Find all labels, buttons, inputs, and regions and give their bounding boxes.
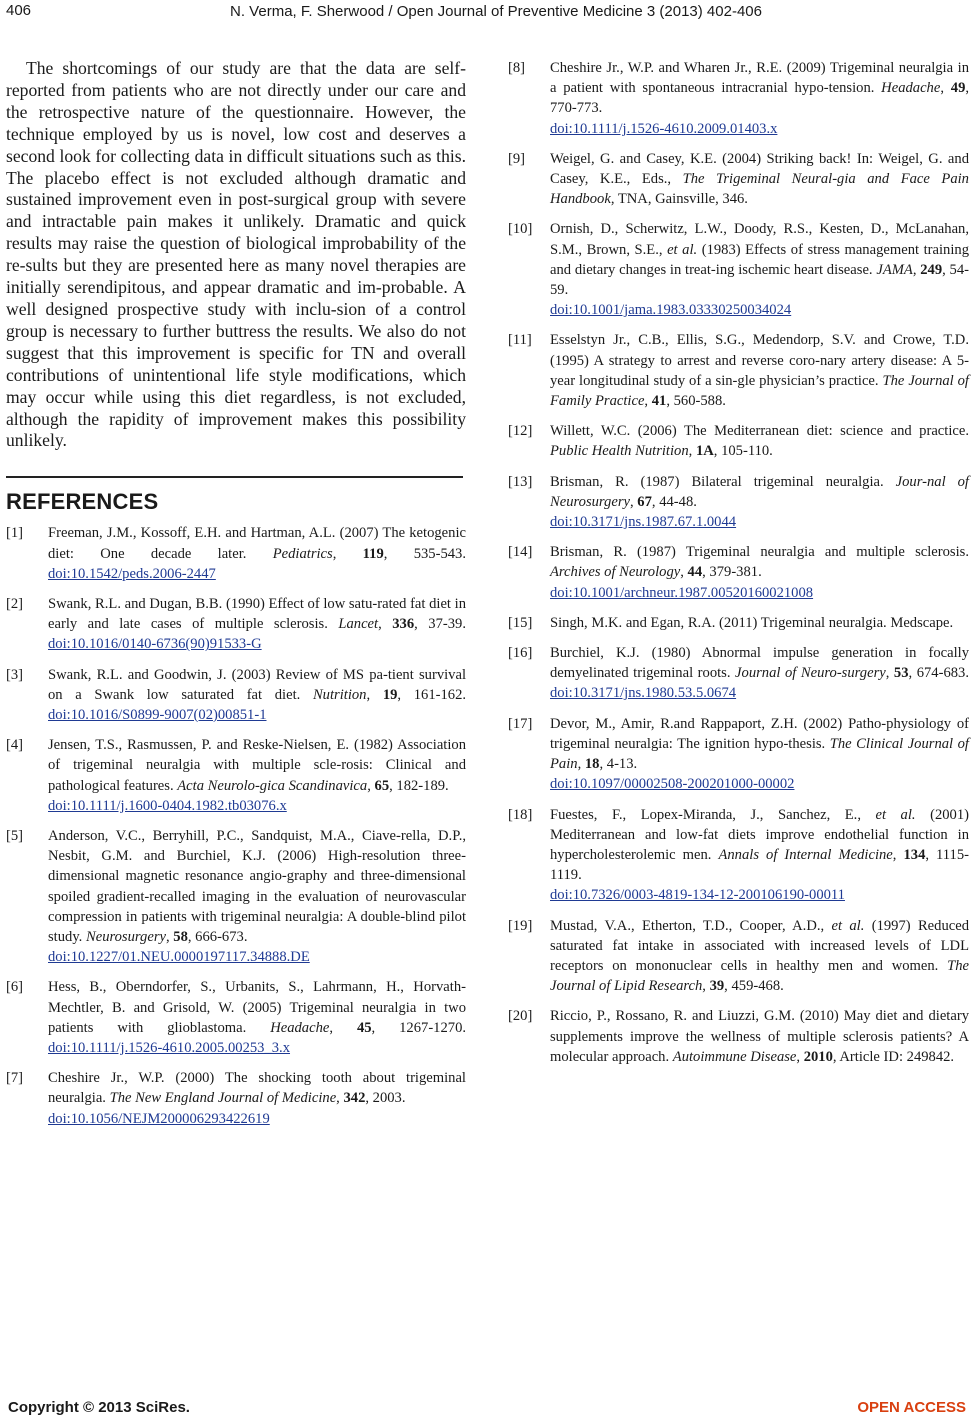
reference-journal: Headache bbox=[270, 1019, 330, 1036]
reference-volume: 53 bbox=[893, 665, 909, 682]
reference-pages: , TNA, Gainsville, 346. bbox=[610, 191, 748, 208]
reference-number: [6] bbox=[6, 979, 24, 996]
reference-text bbox=[48, 1068, 466, 1129]
reference-volume: 2010 bbox=[803, 1048, 833, 1065]
reference-authors-title: Esselstyn Jr., C.B., Ellis, S.G., Medendorp, S.V. and Crowe, T.D. (1995) A strategy to arrest and reverse coro-nary artery disease: A 5-year longitudinal study of a sin-gle physician’s practice. bbox=[550, 332, 969, 389]
reference-doi-link[interactable]: doi:10.1227/01.NEU.0000197117.34888.DE bbox=[48, 949, 310, 966]
reference-number: [5] bbox=[6, 827, 24, 844]
reference-separator: , bbox=[378, 616, 393, 633]
reference-number: [1] bbox=[6, 525, 24, 542]
reference-doi-link[interactable]: doi:10.1016/S0899-9007(02)00851-1 bbox=[48, 706, 267, 723]
reference-pages: , 560-588. bbox=[666, 393, 726, 410]
reference-entry bbox=[508, 613, 969, 633]
reference-authors-title: Riccio, P., Rossano, R. and Liuzzi, G.M. (2010) May diet and dietary supplements improve the wellness of multiple sclerosis patients? A molecular approach. bbox=[550, 1008, 969, 1065]
reference-title: (1997) Reduced saturated fat intake in associated with increased levels of LDL receptors on mononuclear cells in healthy men and women. bbox=[550, 917, 970, 974]
reference-entry bbox=[508, 916, 969, 997]
reference-entry bbox=[508, 421, 969, 461]
reference-pages: , 535-543. bbox=[383, 545, 467, 562]
reference-text bbox=[48, 594, 466, 655]
reference-journal: The New England Journal of Medicine bbox=[109, 1090, 337, 1107]
reference-journal: Archives of Neurology bbox=[550, 564, 681, 581]
reference-authors-title: Swank, R.L. and Dugan, B.B. (1990) Effect of low satu-rated fat diet in early and late cases of multiple sclerosis. bbox=[48, 595, 466, 633]
reference-authors-title: Hess, B., Oberndorfer, S., Urbanits, S., Lahrmann, H., Horvath-Mechtler, B. and Grisold, W. (2005) Trigeminal neuralgia in two patients with glioblastoma. bbox=[48, 979, 466, 1036]
reference-text bbox=[550, 219, 969, 320]
reference-pages: , 1115-1119. bbox=[550, 846, 970, 884]
reference-journal: The Journal of Lipid Research bbox=[550, 957, 969, 995]
reference-journal: Lancet bbox=[338, 616, 379, 633]
reference-separator: , bbox=[885, 665, 894, 682]
reference-authors-title: Mustad, V.A., Etherton, T.D., Cooper, A.D., bbox=[550, 917, 832, 934]
reference-pages: , 459-468. bbox=[724, 978, 784, 995]
reference-entry bbox=[508, 149, 969, 210]
reference-number: [11] bbox=[508, 332, 532, 349]
reference-number: [2] bbox=[6, 595, 24, 612]
left-column bbox=[6, 58, 466, 1139]
reference-separator: , bbox=[367, 777, 375, 794]
reference-journal: Journal of Neuro-surgery bbox=[735, 665, 886, 682]
reference-authors-title: Freeman, J.M., Kossoff, E.H. and Hartman, A.L. (2007) The ketogenic diet: One decade later. bbox=[48, 525, 466, 562]
reference-doi-link[interactable]: doi:10.1542/peds.2006-2447 bbox=[48, 565, 216, 582]
reference-text bbox=[550, 805, 969, 906]
reference-text bbox=[550, 58, 969, 139]
page-number: 406 bbox=[6, 2, 32, 19]
reference-volume: 18 bbox=[584, 756, 600, 773]
reference-entry bbox=[508, 219, 969, 320]
reference-pages: , 105-110. bbox=[713, 443, 773, 460]
reference-volume: 342 bbox=[343, 1090, 366, 1107]
right-column bbox=[508, 58, 969, 1077]
copyright-notice: Copyright © 2013 SciRes. bbox=[8, 1399, 190, 1416]
reference-entry bbox=[6, 665, 466, 726]
running-head: N. Verma, F. Sherwood / Open Journal of Preventive Medicine 3 (2013) 402-406 bbox=[230, 3, 762, 20]
reference-pages: , 674-683. bbox=[908, 665, 969, 682]
reference-doi-link[interactable]: doi:10.3171/jns.1987.67.1.0044 bbox=[550, 514, 737, 531]
reference-authors-title: Ornish, D., Scherwitz, L.W., Doody, R.S., Kesten, D., McLanahan, S.M., Brown, S.E., bbox=[550, 221, 969, 258]
reference-entry bbox=[508, 643, 969, 704]
reference-separator: , bbox=[940, 80, 951, 97]
reference-text bbox=[550, 916, 969, 997]
reference-journal: The Journal of Family Practice bbox=[550, 372, 969, 410]
reference-pages: , 182-189. bbox=[389, 777, 449, 794]
reference-number: [20] bbox=[508, 1008, 533, 1025]
reference-entry bbox=[6, 735, 466, 816]
reference-entry bbox=[6, 1068, 466, 1129]
reference-pages: , 37-39. bbox=[414, 616, 466, 633]
reference-journal: Acta Neurolo-gica Scandinavica bbox=[177, 777, 368, 794]
reference-authors-title: Brisman, R. (1987) Bilateral trigeminal neuralgia. bbox=[550, 473, 896, 490]
reference-authors-title: Brisman, R. (1987) Trigeminal neuralgia and multiple sclerosis. bbox=[550, 544, 969, 561]
reference-entry bbox=[508, 805, 969, 906]
reference-volume: 58 bbox=[173, 928, 188, 945]
reference-et-al: et al. bbox=[875, 806, 916, 823]
reference-separator: , bbox=[912, 261, 921, 278]
reference-journal: Headache bbox=[881, 80, 941, 97]
reference-separator: , bbox=[577, 756, 585, 773]
reference-number: [18] bbox=[508, 806, 533, 823]
reference-separator: , bbox=[892, 846, 904, 863]
reference-entry bbox=[508, 542, 969, 603]
reference-journal: Public Health Nutrition bbox=[550, 443, 689, 460]
reference-authors-title: Cheshire Jr., W.P. (2000) The shocking tooth about trigeminal neuralgia. bbox=[48, 1070, 466, 1107]
reference-number: [14] bbox=[508, 544, 533, 561]
reference-entry bbox=[508, 58, 969, 139]
reference-journal: Jour-nal of Neurosurgery bbox=[550, 473, 969, 510]
reference-doi-link[interactable]: doi:10.7326/0003-4819-134-12-200106190-00011 bbox=[550, 887, 845, 904]
reference-text bbox=[48, 977, 466, 1058]
reference-authors-title: Fuestes, F., Lopex-Miranda, J., Sanchez, E., bbox=[550, 806, 876, 823]
reference-text bbox=[550, 421, 969, 461]
reference-et-al: et al. bbox=[831, 917, 865, 934]
reference-journal: Autoimmune Disease bbox=[672, 1048, 797, 1065]
reference-journal: The Trigeminal Neural-gia and Face Pain Handbook bbox=[550, 171, 969, 208]
reference-text bbox=[550, 149, 969, 210]
reference-authors-title: Jensen, T.S., Rasmussen, P. and Reske-Nielsen, E. (1982) Association of trigeminal neuralgia with multiple scle-rosis: Clinical and pathological features. bbox=[48, 737, 466, 794]
reference-entry bbox=[6, 977, 466, 1058]
reference-pages: , 54-59. bbox=[550, 261, 969, 299]
reference-number: [7] bbox=[6, 1070, 24, 1087]
reference-separator: , bbox=[332, 545, 363, 562]
reference-volume: 119 bbox=[362, 545, 384, 562]
reference-authors-title: Singh, M.K. and Egan, R.A. (2011) Trigeminal neuralgia. Medscape. bbox=[550, 614, 954, 631]
reference-journal: Pediatrics bbox=[272, 545, 333, 562]
reference-authors-title: Anderson, V.C., Berryhill, P.C., Sandquist, M.A., Ciave-rella, D.P., Nesbit, G.M. and Burchiel, K.J. (2006) High-resolution three-dimensional magnetic resonance angio-graphy and three-dimensional spoiled gradient-recalled imaging in the evaluation of neurovascular compression in patients with trigeminal neuralgia: A double-blind pilot study. bbox=[48, 827, 466, 945]
reference-entry bbox=[508, 1006, 969, 1067]
reference-title: (2001) Mediterranean and low-fat diets improve endothelial function in hypercholesterolemic men. bbox=[550, 806, 969, 863]
reference-separator: , bbox=[702, 978, 710, 995]
reference-separator: , bbox=[796, 1048, 804, 1065]
section-divider bbox=[6, 476, 463, 478]
reference-authors-title: Swank, R.L. and Goodwin, J. (2003) Review of MS pa-tient survival on a Swank low saturated fat diet. bbox=[48, 666, 466, 703]
reference-doi-link[interactable]: doi:10.1111/j.1526-4610.2005.00253_3.x bbox=[48, 1039, 291, 1056]
reference-pages: , 1267-1270. bbox=[371, 1019, 467, 1036]
reference-volume: 45 bbox=[356, 1019, 372, 1036]
reference-journal: Annals of Internal Medicine bbox=[718, 846, 893, 863]
reference-journal: JAMA bbox=[876, 261, 913, 278]
reference-text bbox=[550, 643, 969, 704]
reference-authors-title: Willett, W.C. (2006) The Mediterranean diet: science and practice. bbox=[550, 423, 969, 440]
reference-volume: 65 bbox=[374, 777, 390, 794]
reference-volume: 39 bbox=[709, 978, 725, 995]
reference-pages: , Article ID: 249842. bbox=[832, 1048, 955, 1065]
reference-volume: 44 bbox=[687, 564, 703, 581]
reference-entry bbox=[508, 330, 969, 411]
reference-journal: Nutrition bbox=[312, 686, 367, 703]
reference-number: [8] bbox=[508, 60, 526, 76]
reference-text bbox=[550, 330, 969, 411]
reference-number: [3] bbox=[6, 666, 24, 683]
reference-pages: , 770-773. bbox=[550, 80, 970, 117]
reference-separator: , bbox=[336, 1090, 344, 1107]
reference-entry bbox=[508, 714, 969, 795]
reference-pages: , 2003. bbox=[365, 1090, 406, 1107]
reference-number: [9] bbox=[508, 150, 526, 167]
reference-volume: 49 bbox=[950, 80, 966, 97]
reference-volume: 134 bbox=[903, 846, 926, 863]
reference-volume: 67 bbox=[637, 493, 652, 510]
reference-text bbox=[48, 523, 466, 584]
reference-entry bbox=[508, 472, 969, 533]
reference-text bbox=[550, 542, 969, 603]
reference-doi-link[interactable]: doi:10.1111/j.1600-0404.1982.tb03076.x bbox=[48, 797, 287, 814]
reference-doi-link[interactable]: doi:10.1111/j.1526-4610.2009.01403.x bbox=[550, 120, 778, 137]
reference-number: [4] bbox=[6, 737, 24, 754]
reference-title: (1983) Effects of stress management training and dietary changes in treat-ing ischemic heart disease. bbox=[550, 241, 969, 278]
reference-entry bbox=[6, 826, 466, 967]
reference-number: [17] bbox=[508, 715, 533, 732]
reference-authors-title: Cheshire Jr., W.P. and Wharen Jr., R.E. (2009) Trigeminal neuralgia in a patient with spontaneous intracranial hypo-tension. bbox=[550, 60, 969, 97]
reference-pages: , 379-381. bbox=[702, 564, 762, 581]
reference-doi-link[interactable]: doi:10.3171/jns.1980.53.5.0674 bbox=[550, 685, 737, 702]
reference-text bbox=[550, 714, 969, 795]
reference-volume: 336 bbox=[392, 616, 415, 633]
reference-text bbox=[48, 735, 466, 816]
reference-volume: 249 bbox=[920, 261, 943, 278]
reference-doi-link[interactable]: doi:10.1001/jama.1983.03330250034024 bbox=[550, 302, 792, 319]
reference-et-al: et al. bbox=[667, 241, 698, 258]
reference-number: [19] bbox=[508, 917, 533, 934]
reference-list-left bbox=[6, 523, 466, 1128]
reference-number: [10] bbox=[508, 221, 533, 238]
reference-separator: , bbox=[630, 493, 638, 510]
reference-number: [12] bbox=[508, 423, 533, 440]
open-access-label: OPEN ACCESS bbox=[857, 1399, 966, 1416]
reference-pages: , 44-48. bbox=[651, 493, 697, 510]
reference-separator: , bbox=[366, 686, 383, 703]
reference-separator: , bbox=[680, 564, 688, 581]
reference-volume: 41 bbox=[651, 393, 667, 410]
reference-volume: 19 bbox=[382, 686, 398, 703]
reference-entry bbox=[6, 594, 466, 655]
reference-doi-link[interactable]: doi:10.1097/00002508-200201000-00002 bbox=[550, 776, 795, 793]
reference-text bbox=[550, 613, 969, 633]
reference-number: [13] bbox=[508, 473, 533, 490]
reference-doi-link[interactable]: doi:10.1001/archneur.1987.00520160021008 bbox=[550, 584, 814, 601]
reference-pages: , 161-162. bbox=[397, 686, 467, 703]
reference-number: [15] bbox=[508, 614, 533, 631]
reference-number: [16] bbox=[508, 645, 533, 662]
reference-separator: , bbox=[165, 928, 174, 945]
reference-entry bbox=[6, 523, 466, 584]
reference-text bbox=[48, 665, 466, 726]
reference-pages: , 4-13. bbox=[599, 756, 638, 773]
reference-separator: , bbox=[688, 443, 696, 460]
reference-journal: The Clinical Journal of Pain bbox=[550, 735, 969, 773]
reference-authors-title: Burchiel, K.J. (1980) Abnormal impulse generation in focally demyelinated trigeminal roots. bbox=[550, 645, 969, 682]
reference-pages: , 666-673. bbox=[187, 928, 248, 945]
reference-journal: Neurosurgery bbox=[85, 928, 166, 945]
reference-authors-title: Devor, M., Amir, R.and Rappaport, Z.H. (2002) Patho-physiology of trigeminal neuralgia: The ignition hypo-thesis. bbox=[550, 715, 969, 752]
body-paragraph: The shortcomings of our study are that the data are self-reported from patients who are not directly under our care and the retrospective nature of the questionnaire. However, the technique employed by us is novel, low cost and deserves a second look for collecting data in difficult situations such as this. The placebo effect is not excluded although dramatic and sustained improvement even in post-surgical group with severe and intractable pain makes it unlikely. Dramatic and quick results may raise the question of biological improbability of the re-sults but they are presented here as many novel therapies are initially serendipitous, and appear dramatic and im-probable. A well designed prospective study with inclu-sion of a control group is necessary to further buttress the results. We also do not suggest that this improvement is specific for TN and overall contributions of unintentional life style modifications, which may occur while using this diet regardless, is not excluded, although the rapidity of improvement makes this possibility unlikely. bbox=[6, 58, 466, 451]
reference-doi-link[interactable]: doi:10.1016/0140-6736(90)91533-G bbox=[48, 636, 262, 653]
reference-doi-link[interactable]: doi:10.1056/NEJM200006293422619 bbox=[48, 1110, 270, 1127]
reference-authors-title: Weigel, G. and Casey, K.E. (2004) Striking back! In: Weigel, G. and Casey, K.E., Eds., bbox=[550, 150, 969, 188]
reference-volume: 1A bbox=[695, 443, 714, 460]
reference-text bbox=[550, 1006, 969, 1067]
references-heading: REFERENCES bbox=[6, 489, 159, 515]
reference-text bbox=[550, 472, 969, 533]
reference-text bbox=[48, 826, 466, 967]
reference-list-right bbox=[508, 58, 969, 1067]
reference-separator: , bbox=[644, 393, 652, 410]
reference-separator: , bbox=[329, 1019, 357, 1036]
